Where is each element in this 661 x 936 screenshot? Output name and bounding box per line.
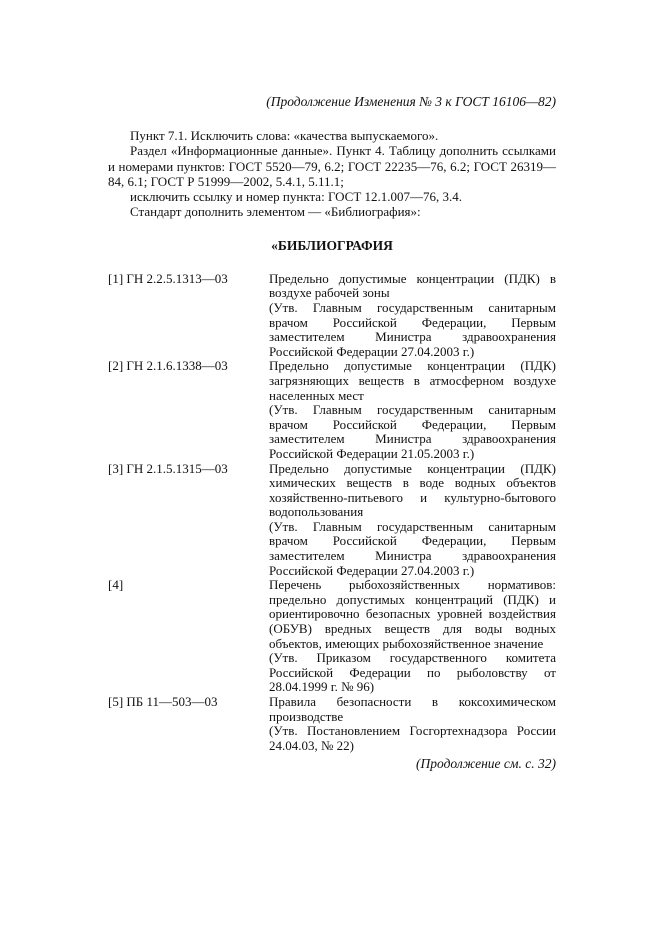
- bibliography-entry-5: [108, 695, 556, 753]
- bibliography-approval: (Утв. Постановлением Госгортехнадзора России 24.04.03, № 22): [269, 723, 556, 753]
- paragraph-4: Стандарт дополнить элементом — «Библиография»:: [130, 204, 421, 220]
- bibliography-entry-2: [108, 359, 556, 461]
- bibliography-ref: [5] ПБ 11—503—03: [108, 694, 218, 709]
- bibliography-entry-4: [108, 578, 556, 695]
- document-page: [108, 94, 556, 772]
- paragraph-3: исключить ссылку и номер пункта: ГОСТ 12.1.007—76, 3.4.: [130, 189, 463, 205]
- bibliography-ref: [1] ГН 2.2.5.1313—03: [108, 270, 228, 286]
- bibliography-desc: Предельно допустимые концентрации (ПДК) в воздухе рабочей зоны: [269, 270, 556, 301]
- bibliography-title: «БИБЛИОГРАФИЯ: [271, 237, 393, 253]
- bibliography-approval: (Утв. Главным государственным санитарным врачом Российской Федерации, Первым заместителем Министра здравоохранения Российской Федерации 27.04.2003 г.): [269, 299, 556, 359]
- page-header: (Продолжение Изменения № 3 к ГОСТ 16106—82): [266, 94, 556, 109]
- paragraph-1: Пункт 7.1. Исключить слова: «качества выпускаемого».: [130, 128, 439, 143]
- bibliography-desc: Предельно допустимые концентрации (ПДК) химических веществ в воде водных объектов хозяйственно-питьевого и культурно-бытового водопользования: [269, 460, 556, 520]
- page-footer: (Продолжение см. с. 32): [416, 756, 556, 772]
- bibliography-approval: (Утв. Приказом государственного комитета Российской Федерации по рыболовству от 28.04.1999 г. № 96): [269, 650, 556, 695]
- bibliography-desc: Перечень рыбохозяйственных нормативов: предельно допустимых концентраций (ПДК) и ориентировочно безопасных уровней воздействия (ОБУВ) вредных веществ для воды водных объектов, имеющих рыбохозяйственное значение: [269, 577, 556, 651]
- bibliography-ref: [2] ГН 2.1.6.1338—03: [108, 358, 228, 374]
- bibliography-desc: Предельно допустимые концентрации (ПДК) загрязняющих веществ в атмосферном воздухе населенных мест: [269, 358, 556, 403]
- paragraph-2: Раздел «Информационные данные». Пункт 4. Таблицу дополнить ссылками и номерами пунктов: ГОСТ 5520—79, 6.2; ГОСТ 22235—76, 6.2; ГОСТ 26319—84, 6.1; ГОСТ Р 51999—2002, 5.4.1, 5.11.1;: [108, 143, 556, 189]
- bibliography-entry-3: [108, 462, 556, 579]
- bibliography-approval: (Утв. Главным государственным санитарным врачом Российской Федерации, Первым заместителем Министра здравоохранения Российской Федерации 21.05.2003 г.): [269, 402, 556, 461]
- bibliography-ref: [3] ГН 2.1.5.1315—03: [108, 460, 228, 476]
- bibliography-entry-1: [108, 272, 556, 360]
- bibliography-ref: [4]: [108, 577, 124, 593]
- bibliography-desc: Правила безопасности в коксохимическом производстве: [269, 694, 556, 724]
- bibliography-approval: (Утв. Главным государственным санитарным врачом Российской Федерации, Первым заместителем Министра здравоохранения Российской Федерации 27.04.2003 г.): [269, 518, 556, 578]
